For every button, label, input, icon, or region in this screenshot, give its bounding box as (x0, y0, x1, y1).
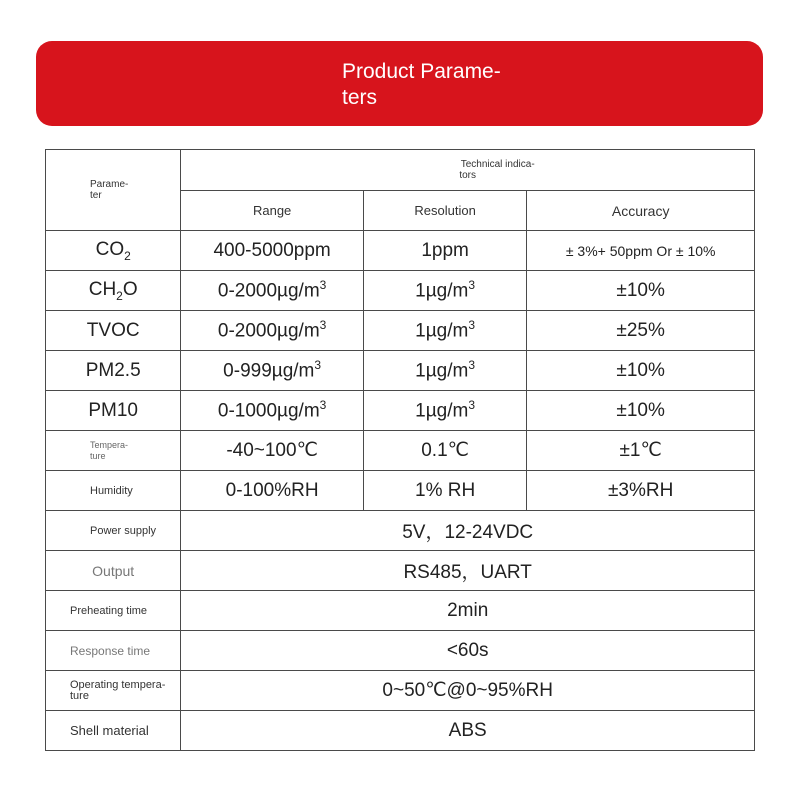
header-resolution: Resolution (363, 191, 526, 231)
param-cell: Preheating time (46, 591, 181, 631)
header-parameter: Parame- ter (46, 150, 181, 231)
table-row (46, 351, 755, 391)
param-cell: Response time (46, 631, 181, 671)
header-technical-indicators: Technical indica- tors (181, 150, 755, 191)
param-cell: $CH_2O$ (46, 271, 181, 311)
value-cell: RS485，UART (181, 551, 755, 591)
table-row (46, 311, 755, 351)
table-row (46, 631, 755, 671)
param-cell: Humidity (46, 471, 181, 511)
accuracy-cell: ±3%RH (527, 471, 755, 511)
header-accuracy: Accuracy (527, 191, 755, 231)
table-row (46, 711, 755, 751)
param-cell: Output (46, 551, 181, 591)
table-row (46, 391, 755, 431)
accuracy-cell: ±10% (527, 391, 755, 431)
range-cell: 0-100%RH (181, 471, 364, 511)
value-cell: 2min (181, 591, 755, 631)
value-cell: <60s (181, 631, 755, 671)
range-cell: -40~100℃ (181, 431, 364, 471)
banner-title-line2: ters (342, 86, 378, 109)
accuracy-cell: ±10% (527, 271, 755, 311)
param-cell: $CO_2$ (46, 231, 181, 271)
resolution-cell: $1\mu g/m^3$ (363, 311, 526, 351)
value-cell: ABS (181, 711, 755, 751)
resolution-cell: $1\mu g/m^3$ (363, 271, 526, 311)
table-row (46, 271, 755, 311)
accuracy-cell: ±25% (527, 311, 755, 351)
banner-title-line1: Product Parame- (342, 60, 501, 83)
banner-title (342, 59, 542, 111)
table-row (46, 511, 755, 551)
table-row (46, 551, 755, 591)
param-cell: Shell material (46, 711, 181, 751)
table-row (46, 231, 755, 271)
title-banner (36, 41, 763, 126)
table-row (46, 671, 755, 711)
param-cell: PM10 (46, 391, 181, 431)
param-cell: Tempera- ture (46, 431, 181, 471)
param-cell: TVOC (46, 311, 181, 351)
header-range: Range (181, 191, 364, 231)
table-row (46, 431, 755, 471)
accuracy-cell: ±10% (527, 351, 755, 391)
resolution-cell: $1\mu g/m^3$ (363, 391, 526, 431)
accuracy-cell: ±1℃ (527, 431, 755, 471)
param-cell: PM2.5 (46, 351, 181, 391)
table-row (46, 471, 755, 511)
parameter-table (45, 149, 755, 751)
param-cell: Operating tempera- ture (46, 671, 181, 711)
resolution-cell: 1ppm (363, 231, 526, 271)
table-row (46, 591, 755, 631)
param-cell: Power supply (46, 511, 181, 551)
value-cell: 0~50℃@0~95%RH (181, 671, 755, 711)
range-cell: $0-2000\mu g/m^3$ (181, 311, 364, 351)
range-cell: $0-1000\mu g/m^3$ (181, 391, 364, 431)
resolution-cell: 1% RH (363, 471, 526, 511)
range-cell: 400-5000ppm (181, 231, 364, 271)
resolution-cell: 0.1℃ (363, 431, 526, 471)
range-cell: $0-999\mu g/m^3$ (181, 351, 364, 391)
range-cell: $0-2000\mu g/m^3$ (181, 271, 364, 311)
value-cell: 5V，12-24VDC (181, 511, 755, 551)
resolution-cell: $1\mu g/m^3$ (363, 351, 526, 391)
accuracy-cell: ± 3%+ 50ppm Or ± 10% (527, 231, 755, 271)
